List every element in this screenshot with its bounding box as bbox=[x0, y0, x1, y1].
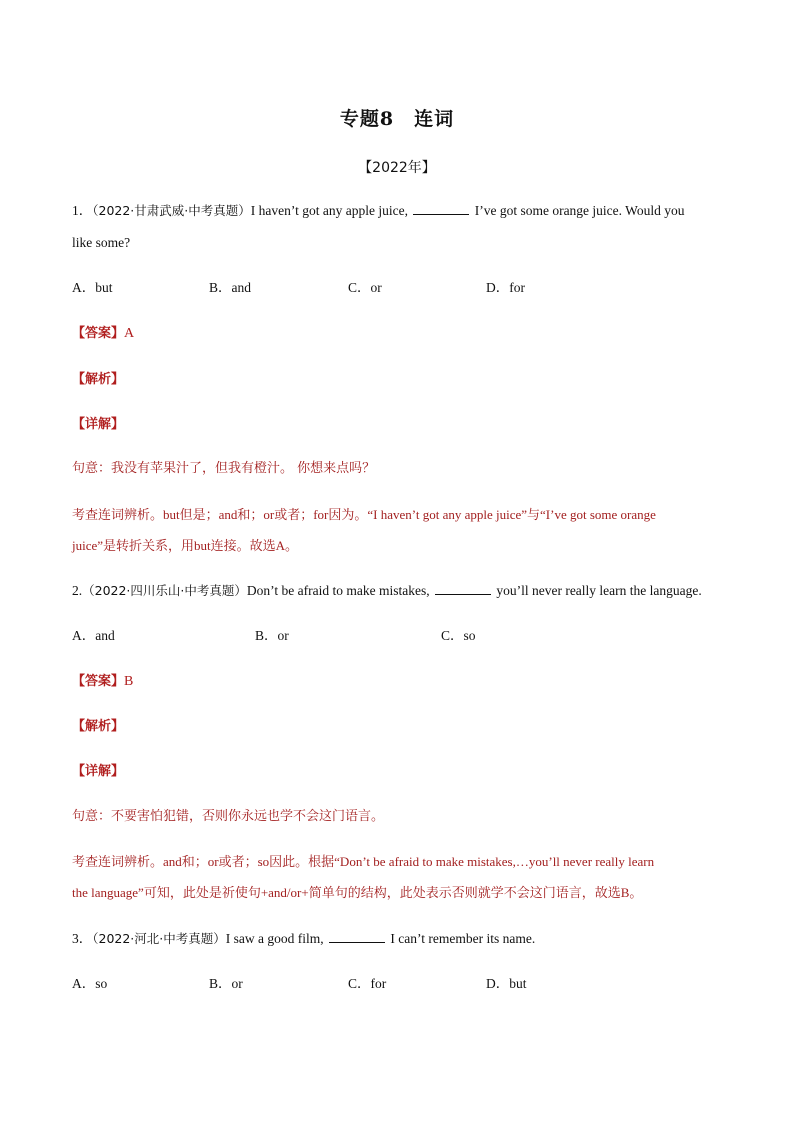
meaning-text: 句意：我没有苹果汁了，但我有橙汁。 你想来点吗？ bbox=[72, 461, 376, 476]
explanation-line: juice”是转折关系，用but连接。故选A。 bbox=[72, 538, 299, 553]
option-a: A．so bbox=[72, 976, 108, 991]
stem-text: Don’t be afraid to make mistakes, bbox=[246, 583, 433, 598]
question-2-stem bbox=[72, 581, 734, 601]
stem-text: I saw a good film, bbox=[225, 931, 327, 946]
answer-tag: 【答案】 bbox=[72, 326, 125, 341]
option-b: B．and bbox=[209, 280, 251, 295]
option-c: C．so bbox=[441, 628, 476, 643]
question-number: 3． bbox=[72, 931, 93, 946]
option-b: B．or bbox=[255, 628, 289, 643]
answer-tag: 【答案】 bbox=[72, 674, 125, 689]
stem-text: I’ve got some orange juice. Would you bbox=[471, 203, 685, 218]
question-source: （2022·四川乐山·中考真题） bbox=[82, 583, 247, 598]
explanation-line: 考查连词辨析。and和；or或者；so因此。根据“Don’t be afraid to make mistakes,…you’ll never really learn bbox=[72, 854, 655, 869]
question-source: （2022·甘肃武威·中考真题） bbox=[92, 203, 251, 218]
answer-blank bbox=[435, 581, 491, 595]
option-a: A．but bbox=[72, 280, 113, 295]
meaning-text: 句意：不要害怕犯错，否则你永远也学不会这门语言。 bbox=[72, 809, 385, 824]
question-source: （2022·河北·中考真题） bbox=[92, 931, 226, 946]
answer-blank bbox=[413, 201, 469, 215]
answer-value: A bbox=[124, 326, 135, 341]
option-c: C．or bbox=[348, 280, 382, 295]
stem-text: I haven’t got any apple juice, bbox=[250, 203, 412, 218]
question-1-stem bbox=[72, 201, 734, 221]
option-b: B．or bbox=[209, 976, 243, 991]
question-1-stem-cont: like some? bbox=[72, 235, 131, 250]
option-c: C．for bbox=[348, 976, 387, 991]
year-header: 【2022年】 bbox=[358, 160, 436, 176]
stem-text: you’ll never really learn the language. bbox=[492, 583, 702, 598]
answer-blank bbox=[329, 929, 385, 943]
question-3-stem bbox=[72, 929, 734, 949]
answer-line bbox=[72, 323, 734, 344]
detail-tag: 【详解】 bbox=[72, 417, 125, 432]
option-d: D．for bbox=[486, 280, 525, 295]
answer-line bbox=[72, 671, 734, 692]
page-title: 专题8 连词 bbox=[339, 108, 455, 130]
option-a: A．and bbox=[72, 628, 115, 643]
detail-tag: 【详解】 bbox=[72, 764, 125, 779]
answer-value: B bbox=[124, 674, 134, 689]
analysis-tag: 【解析】 bbox=[72, 719, 125, 734]
question-number: 1． bbox=[72, 203, 93, 218]
analysis-tag: 【解析】 bbox=[72, 372, 125, 387]
option-d: D．but bbox=[486, 976, 527, 991]
stem-text: I can’t remember its name. bbox=[387, 931, 536, 946]
explanation-line: 考查连词辨析。but但是；and和；or或者；for因为。“I haven’t got any apple juice”与“I’ve got some orange bbox=[72, 507, 656, 522]
question-number: 2. bbox=[72, 583, 83, 598]
explanation-line: the language”可知，此处是祈使句+and/or+简单句的结构，此处表示否则就学不会这门语言，故选B。 bbox=[72, 885, 643, 900]
